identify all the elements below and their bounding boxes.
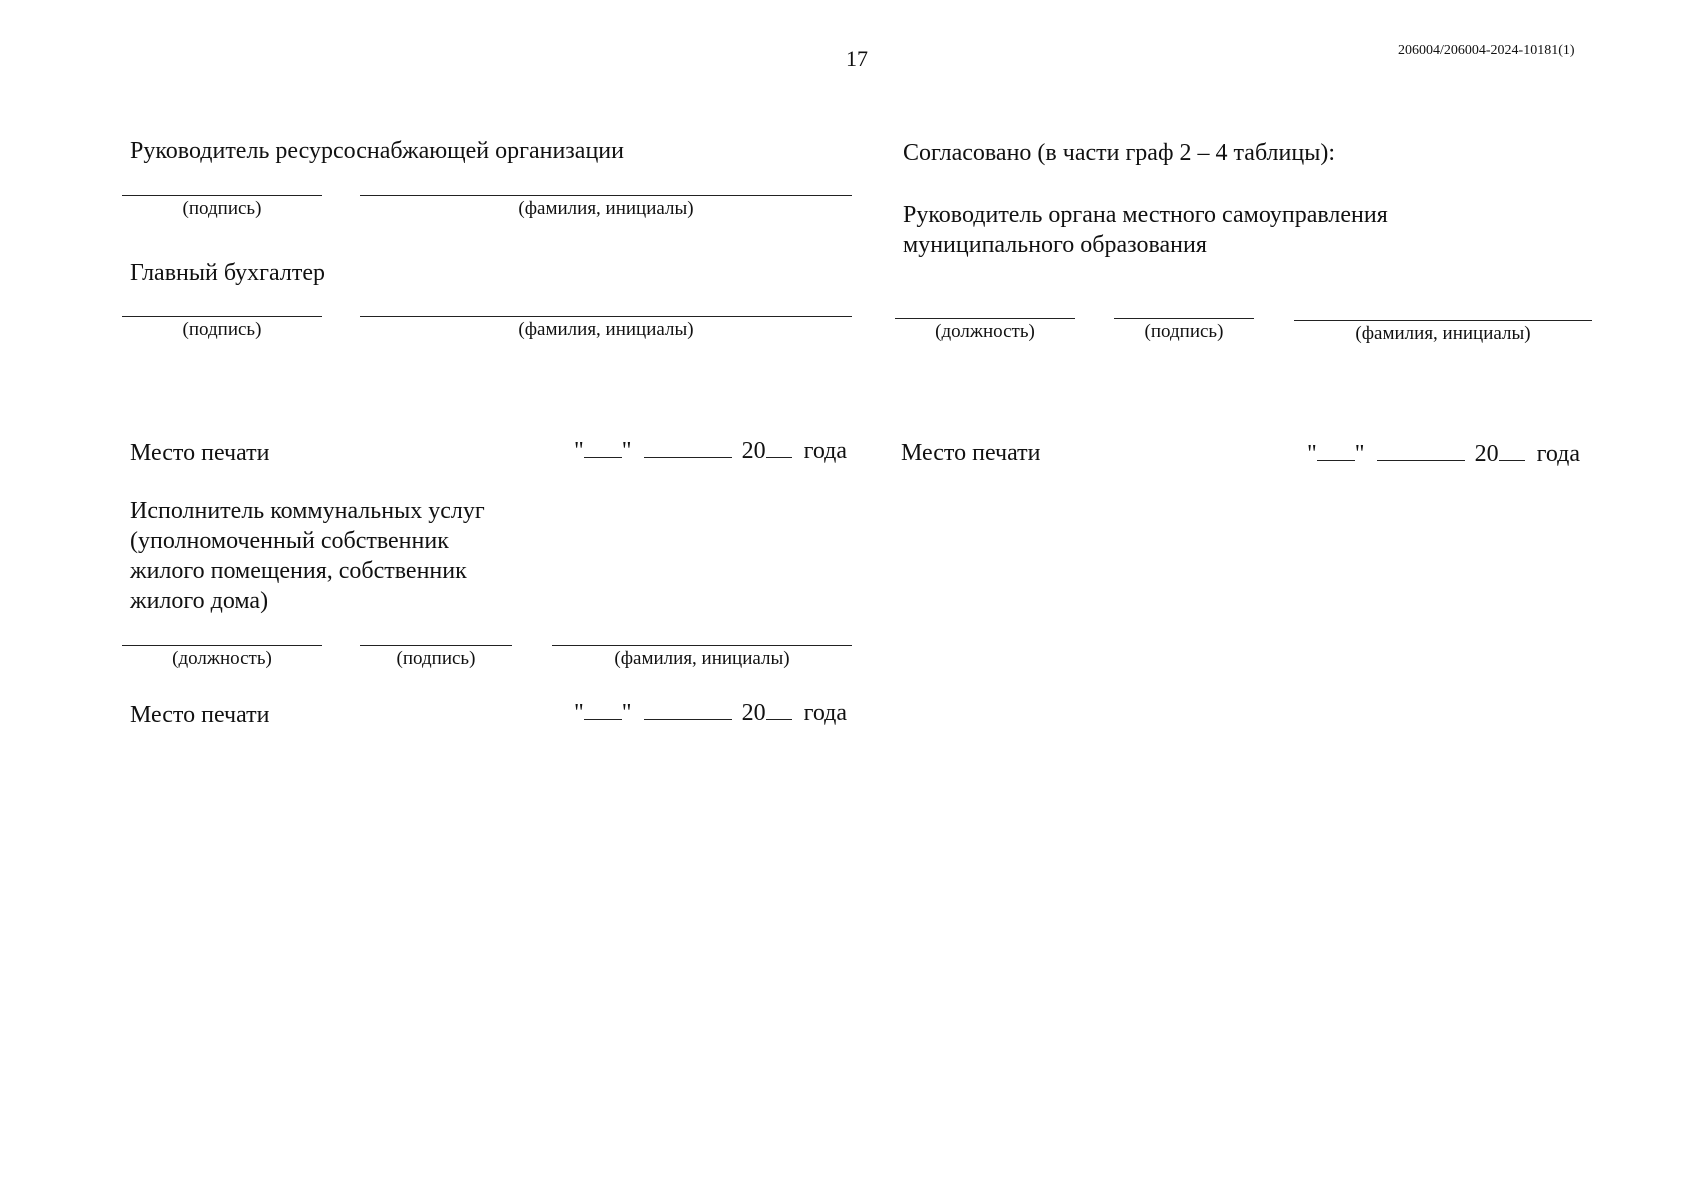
signature-line [360,645,512,646]
signature-caption: (подпись) [1144,321,1224,342]
seal-label: Место печати [130,702,270,728]
signature-line [122,195,322,196]
signature-line [122,316,322,317]
date-quote-close: " [621,438,632,464]
year-prefix: 20 [741,700,766,726]
year-prefix: 20 [741,438,766,464]
date-quote-open: " [1307,441,1317,467]
year-blank [766,701,792,720]
year-suffix: года [803,438,848,464]
executor-line: Исполнитель коммунальных услуг [130,498,485,524]
year-suffix: года [1536,441,1581,467]
day-blank [584,439,622,458]
date-quote-close: " [621,700,632,726]
executor-line: жилого дома) [130,588,269,614]
executor-label [130,496,485,616]
position-line [895,318,1075,319]
signature-caption: (подпись) [182,198,262,219]
full-name-line [360,195,852,196]
executor-line: жилого помещения, собственник [130,558,467,584]
signature-caption: (подпись) [396,648,476,669]
position-caption: (должность) [172,648,272,669]
full-name-line [1294,320,1592,321]
seal-label: Место печати [130,440,270,466]
signature-line [1114,318,1254,319]
month-blank [1377,442,1465,461]
seal-label: Место печати [901,440,1041,466]
signature-caption: (подпись) [182,319,262,340]
month-blank [644,701,732,720]
year-prefix: 20 [1474,441,1499,467]
document-id: 206004/206004-2024-10181(1) [1398,43,1575,58]
year-blank [1499,442,1525,461]
chief-accountant-label: Главный бухгалтер [130,260,325,286]
full-name-caption: (фамилия, инициалы) [614,648,790,669]
position-line [122,645,322,646]
executor-line: (уполномоченный собственник [130,528,449,554]
date-quote-open: " [574,438,584,464]
full-name-caption: (фамилия, инициалы) [1355,323,1531,344]
position-caption: (должность) [935,321,1035,342]
year-blank [766,439,792,458]
day-blank [584,701,622,720]
date-quote-open: " [574,700,584,726]
date-field [574,700,847,727]
full-name-caption: (фамилия, инициалы) [518,319,694,340]
day-blank [1317,442,1355,461]
page-number: 17 [846,46,868,71]
resource-org-head-label: Руководитель ресурсоснабжающей организации [130,138,624,164]
municipal-head-label [903,200,1388,260]
year-suffix: года [803,700,848,726]
month-blank [644,439,732,458]
full-name-line [552,645,852,646]
date-quote-close: " [1354,441,1365,467]
full-name-caption: (фамилия, инициалы) [518,198,694,219]
date-field [574,438,847,465]
date-field [1307,441,1580,468]
full-name-line [360,316,852,317]
agreed-label: Согласовано (в части граф 2 – 4 таблицы): [903,140,1335,166]
municipal-head-line: муниципального образования [903,232,1207,258]
municipal-head-line: Руководитель органа местного самоуправления [903,202,1388,228]
